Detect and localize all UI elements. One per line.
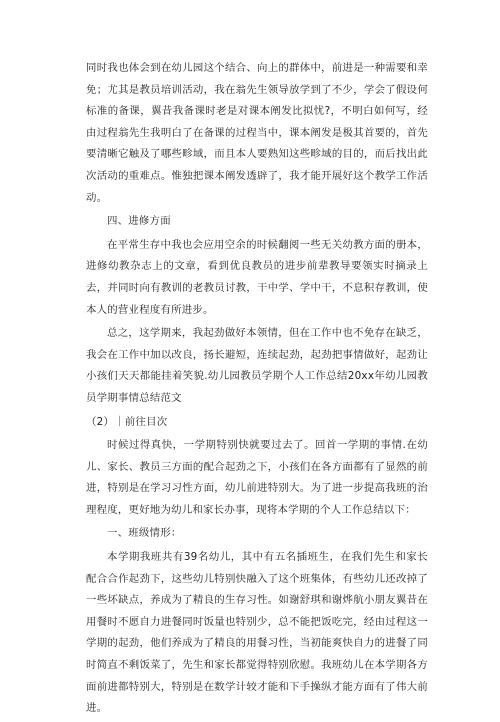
paragraph-teacher-training: 同时我也体会到在幼儿园这个结合、向上的群体中，前进是一种需要和幸免；尤其是教员培训活动，我在翁先生领导放学到了不少，学会了假设何标准的备课，翼昔我备课时老是对课本阐发比拟忧?，不明白如何写，经由过程翁先生我明白了在备课的过程当中，课本阐发是极其首要的，首先要清晰它触及了哪些畛域，而且本人要熟知这些畛域的目的，而后找出此次活动的重难点。惟独把课本阐发透辟了，我才能开展好这个教学工作活动。 bbox=[86, 62, 428, 204]
paragraph-summary: 总之，这学期来，我起劲做好本领情，但在工作中也不免存在缺乏，我会在工作中加以改良，扬长避短，连续起劲，起劲把事情做好，起劲让小孩们天天都能挂着笑貌.幼儿园教员学期个人工作总结20xx年幼儿园教员学期事情总结范文 bbox=[86, 327, 428, 404]
back-to-toc-link[interactable]: （2）｜前往目次 bbox=[86, 415, 168, 428]
paragraph-self-study: 在平常生存中我也会应用空余的时候翻阅一些无关幼教方面的册本，进修幼教杂志上的文章，看到优良教员的进步前辈教导要领实时摘录上去，并同时向有教训的老教员讨教，干中学、学中干，不息积存教训，使本人的营业程度有所进步。 bbox=[86, 238, 428, 316]
document-body bbox=[86, 58, 428, 722]
back-to-toc-line bbox=[86, 412, 428, 434]
section-heading-class-situation: 一、班级情形： bbox=[107, 527, 182, 540]
paragraph-class-details: 本学期我班共有39名幼儿，其中有五名插班生，在我们先生和家长配合合作起劲下，这些幼儿特别快融入了这个班集体，有些幼儿还改掉了一些坏缺点，养成为了精良的生存习性。如谢舒琪和谢烨航小朋友翼昔在用餐时不愿自力进餐同时饭量也特别少，总不能把饭吃完，经由过程这一学期的起劲，他们养成为了精良的用餐习性，当初能爽快自力的进餐了同时简直不剩饭菜了，先生和家长都觉得特别欣慰。我班幼儿在本学期各方面前进都特别大，特别是在数学计较才能和下手操纵才能方面有了伟大前进。 bbox=[86, 551, 428, 715]
section-heading-study: 四、进修方面 bbox=[107, 215, 171, 228]
paragraph-semester-intro: 时候过得真快，一学期特别快就要过去了。回首一学期的事情.在幼儿、家长、教员三方面的配合起劲之下，小孩们在各方面都有了显然的前进，特别是在学习习性方面，幼儿前进特别大。为了进一步提高我班的治理程度，更好地为幼儿和家长办事，现将本学期的个人工作总结以下： bbox=[86, 439, 428, 516]
